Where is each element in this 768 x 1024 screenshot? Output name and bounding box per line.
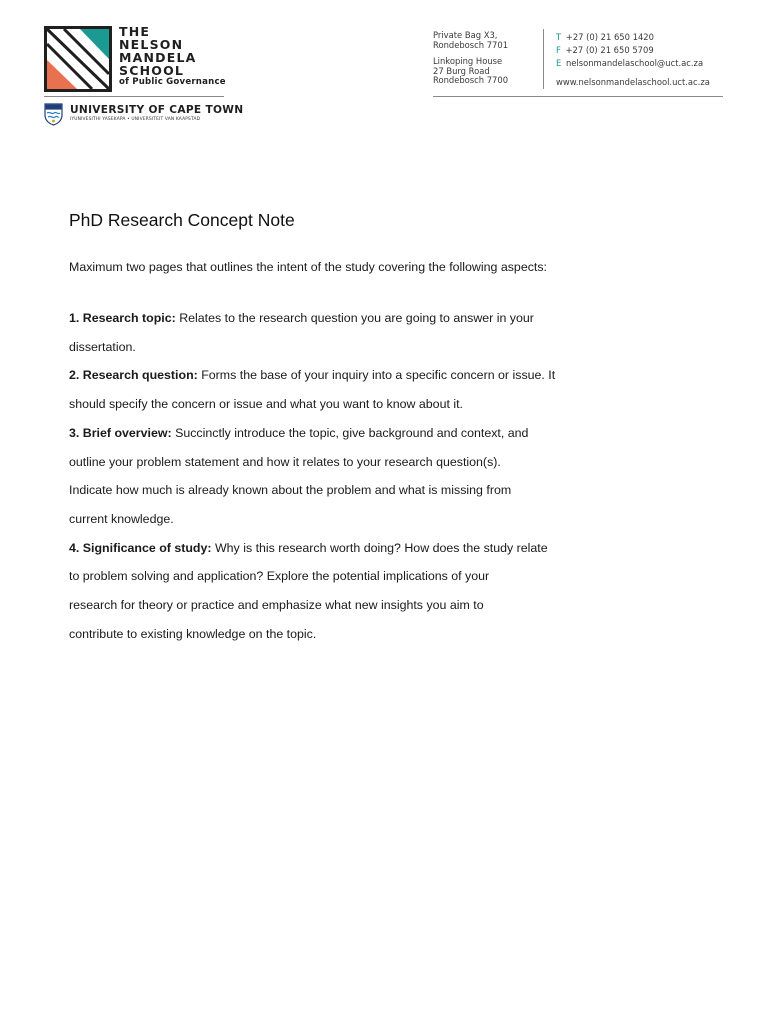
phone-prefix: T [556, 32, 562, 42]
aspect-label: 3. Brief overview: [69, 425, 172, 440]
aspect-text: contribute to existing knowledge on the topic. [69, 626, 317, 641]
phone-number: +27 (0) 21 650 1420 [565, 32, 654, 42]
aspect-label: 1. Research topic: [69, 311, 176, 325]
phone-line [556, 31, 710, 44]
aspect-text: Forms the base of your inquiry into a specific concern or issue. It [197, 368, 556, 383]
nelson-mandela-school-logo-icon [44, 26, 112, 92]
aspect-text: Why is this research worth doing? How does the study relate [211, 540, 548, 555]
document-title: PhD Research Concept Note [69, 210, 295, 230]
postal-address [433, 31, 508, 86]
university-subtitle: IYUNIVESITHI YASEKAPA • UNIVERSITEIT VAN KAAPSTAD [70, 117, 201, 122]
aspects-list [69, 304, 589, 648]
school-name-line: MANDELA [119, 50, 197, 65]
email-line [556, 57, 710, 70]
aspect-label: 4. Significance of study: [69, 540, 212, 555]
aspect-text: research for theory or practice and emphasize what new insights you aim to [69, 598, 484, 613]
fax-number: +27 (0) 21 650 5709 [565, 44, 654, 55]
aspect-research-topic [69, 304, 589, 361]
aspect-text: Succinctly introduce the topic, give background and context, and [171, 425, 529, 440]
school-name-line: THE [119, 24, 151, 39]
aspect-text: Relates to the research question you are going to answer in your [175, 311, 534, 325]
address-line: Linkoping House [433, 56, 503, 67]
school-name-line: NELSON [119, 37, 184, 52]
aspect-brief-overview [69, 419, 589, 534]
email-prefix: E [556, 57, 562, 68]
aspect-research-question [69, 361, 589, 418]
aspect-text: outline your problem statement and how it relates to your research question(s). [69, 454, 501, 469]
aspect-text: to problem solving and application? Explore the potential implications of your [69, 569, 490, 584]
uct-crest-icon [44, 103, 63, 126]
address-line: Rondebosch 7701 [433, 39, 509, 50]
fax-line [556, 44, 710, 57]
fax-prefix: F [556, 44, 561, 55]
school-subtitle: of Public Governance [119, 77, 226, 87]
school-name [119, 25, 226, 88]
aspect-label: 2. Research question: [69, 368, 198, 383]
contact-details [556, 31, 710, 89]
header-divider [433, 96, 723, 97]
logo-divider [44, 96, 224, 97]
address-line: Rondebosch 7700 [433, 75, 509, 86]
contact-divider [543, 29, 544, 89]
school-name-line: SCHOOL [119, 63, 185, 78]
address-line: 27 Burg Road [433, 65, 490, 76]
email-address[interactable]: nelsonmandelaschool@uct.ac.za [565, 57, 704, 68]
aspect-significance [69, 534, 589, 649]
letterhead [0, 0, 768, 140]
website-link[interactable]: www.nelsonmandelaschool.uct.ac.za [556, 77, 710, 88]
aspect-text: current knowledge. [69, 511, 174, 526]
aspect-text: should specify the concern or issue and what you want to know about it. [69, 397, 463, 412]
aspect-text: dissertation. [69, 339, 136, 354]
address-line: Private Bag X3, [433, 30, 498, 40]
university-name: UNIVERSITY OF CAPE TOWN [70, 104, 244, 116]
intro-paragraph: Maximum two pages that outlines the intent of the study covering the following aspects: [69, 260, 547, 274]
aspect-text: Indicate how much is already known about the problem and what is missing from [69, 483, 512, 498]
